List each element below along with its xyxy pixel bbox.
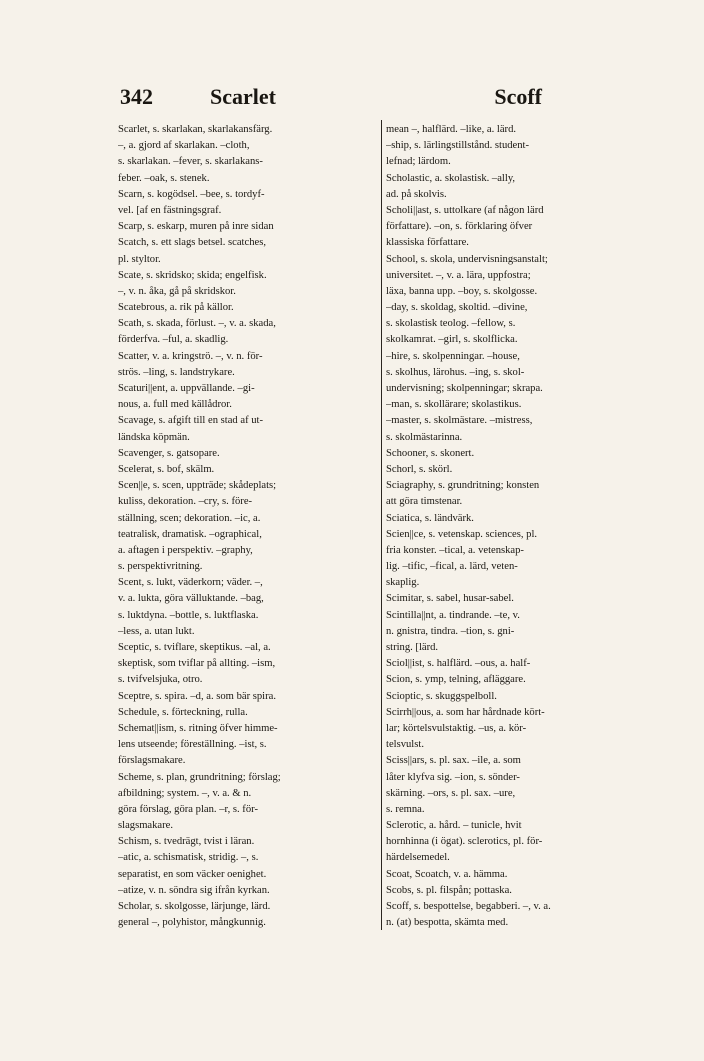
dictionary-line: skeptisk, som tviflar på allting. –ism, xyxy=(118,658,276,670)
dictionary-line: Schemat||ism, s. ritning öfver himme- xyxy=(118,722,278,734)
dictionary-line: teatralisk, dramatisk. –ographical, xyxy=(118,528,262,540)
dictionary-line: Scavenger, s. gatsopare. xyxy=(118,447,220,459)
dictionary-line: läxa, banna upp. –boy, s. skolgosse. xyxy=(386,285,538,297)
dictionary-line: –atic, a. schismatisk, stridig. –, s. xyxy=(118,852,259,864)
dictionary-line: lig. –tific, –fical, a. lärd, veten- xyxy=(386,561,518,573)
dictionary-line: kuliss, dekoration. –cry, s. före- xyxy=(118,496,253,508)
dictionary-line: Sciatica, s. ländvärk. xyxy=(386,512,474,524)
dictionary-line: nous, a. full med källådror. xyxy=(118,399,232,411)
dictionary-line: förslagsmakare. xyxy=(118,755,186,767)
dictionary-line: undervisning; skolpenningar; skrapa. xyxy=(386,383,543,394)
dictionary-line: School, s. skola, undervisningsanstalt; xyxy=(386,253,548,265)
dictionary-line: lens utseende; föreställning. –ist, s. xyxy=(118,739,267,751)
dictionary-line: s. remna. xyxy=(386,803,425,815)
dictionary-line: förderfva. –ful, a. skadlig. xyxy=(118,334,229,346)
dictionary-line: Scobs, s. pl. filspån; pottaska. xyxy=(386,884,512,896)
dictionary-line: ställning, scen; dekoration. –ic, a. xyxy=(118,512,261,524)
dictionary-line: Sclerotic, a. hård. – tunicle, hvit xyxy=(386,820,522,832)
dictionary-line: general –, polyhistor, mångkunnig. xyxy=(118,917,266,928)
dictionary-line: Scate, s. skridsko; skida; engelfisk. xyxy=(118,269,267,281)
dictionary-line: Scen||e, s. scen, uppträde; skådeplats; xyxy=(118,480,277,492)
dictionary-line: Scaturi||ent, a. uppvällande. –gi- xyxy=(118,383,255,394)
dictionary-line: telsvulst. xyxy=(386,739,424,751)
dictionary-line: hornhinna (i ögat). sclerotics, pl. för- xyxy=(386,836,543,848)
dictionary-line: –, a. gjord af skarlakan. –cloth, xyxy=(118,140,250,152)
dictionary-line: Schism, s. tvedrägt, tvist i läran. xyxy=(118,836,255,848)
dictionary-line: s. luktdyna. –bottle, s. luktflaska. xyxy=(118,609,259,621)
page-number: 342 xyxy=(120,84,153,109)
dictionary-line: pl. styltor. xyxy=(118,253,161,265)
dictionary-line: Scion, s. ymp, telning, afläggare. xyxy=(386,674,526,686)
dictionary-line: Sciss||ars, s. pl. sax. –ile, a. som xyxy=(386,755,521,767)
dictionary-line: n. (at) bespotta, skämta med. xyxy=(386,917,509,928)
dictionary-line: string. [lärd. xyxy=(386,642,439,653)
dictionary-line: Scholi||ast, s. uttolkare (af någon lärd xyxy=(386,204,544,216)
dictionary-line: skaplig. xyxy=(386,577,420,589)
dictionary-line: ländska köpmän. xyxy=(118,431,190,443)
dictionary-line: Scoat, Scoatch, v. a. hämma. xyxy=(386,868,508,880)
dictionary-line: s. skolastisk teolog. –fellow, s. xyxy=(386,318,516,330)
dictionary-line: fria konster. –tical, a. vetenskap- xyxy=(386,544,524,556)
dictionary-line: härdelsemedel. xyxy=(386,852,450,864)
dictionary-line: skolkamrat. –girl, s. skolflicka. xyxy=(386,334,518,346)
dictionary-line: Scoff, s. bespottelse, begabberi. –, v. a. xyxy=(386,901,551,912)
dictionary-line: Scioptic, s. skuggspelboll. xyxy=(386,690,497,702)
dictionary-line: strös. –ling, s. landstrykare. xyxy=(118,366,235,378)
dictionary-line: –day, s. skoldag, skoltid. –divine, xyxy=(386,302,528,314)
dictionary-line: Scien||ce, s. vetenskap. sciences, pl. xyxy=(386,528,538,540)
right-guide-word: Scoff xyxy=(494,84,542,109)
dictionary-line: separatist, en som väcker oenighet. xyxy=(118,868,267,880)
dictionary-line: lefnad; lärdom. xyxy=(386,156,451,168)
page-header xyxy=(110,84,542,118)
dictionary-line: Scarp, s. eskarp, muren på inre sidan xyxy=(118,221,274,233)
dictionary-line: Scarlet, s. skarlakan, skarlakansfärg. xyxy=(118,124,273,135)
dictionary-line: Sciol||ist, s. halflärd. –ous, a. half- xyxy=(386,658,531,670)
dictionary-line: Scarn, s. kogödsel. –bee, s. tordyf- xyxy=(118,188,265,200)
dictionary-line: låter klyfva sig. –ion, s. sönder- xyxy=(386,771,520,783)
dictionary-line: Scirrh||ous, a. som har hårdnade kört- xyxy=(386,706,545,718)
dictionary-line: –, v. n. åka, gå på skridskor. xyxy=(118,285,236,297)
dictionary-line: universitet. –, v. a. lära, uppfostra; xyxy=(386,269,531,281)
dictionary-line: Scatter, v. a. kringströ. –, v. n. för- xyxy=(118,350,263,362)
dictionary-line: Scheme, s. plan, grundritning; förslag; xyxy=(118,771,281,783)
dictionary-line: s. skarlakan. –fever, s. skarlakans- xyxy=(118,156,263,168)
dictionary-line: s. skolhus, lärohus. –ing, s. skol- xyxy=(386,366,525,378)
dictionary-line: Scavage, s. afgift till en stad af ut- xyxy=(118,415,264,427)
dictionary-line: –man, s. skollärare; skolastikus. xyxy=(386,399,522,411)
dictionary-line: –master, s. skolmästare. –mistress, xyxy=(386,415,533,427)
left-guide-word: Scarlet xyxy=(210,84,276,109)
column-divider xyxy=(381,120,382,930)
dictionary-line: slagsmakare. xyxy=(118,820,174,832)
dictionary-line: lar; körtelsvulstaktig. –us, a. kör- xyxy=(386,722,527,734)
left-column xyxy=(118,122,380,928)
dictionary-line: Sceptic, s. tviflare, skeptikus. –al, a. xyxy=(118,642,271,653)
dictionary-line: Sceptre, s. spira. –d, a. som bär spira. xyxy=(118,690,276,702)
dictionary-line: –hire, s. skolpenningar. –house, xyxy=(386,350,520,362)
dictionary-line: klassiska författare. xyxy=(386,237,469,249)
dictionary-line: att göra timstenar. xyxy=(386,496,463,508)
dictionary-line: v. a. lukta, göra välluktande. –bag, xyxy=(118,593,264,605)
dictionary-line: Scholar, s. skolgosse, lärjunge, lärd. xyxy=(118,901,271,912)
dictionary-line: n. gnistra, tindra. –tion, s. gni- xyxy=(386,625,515,637)
dictionary-line: s. perspektivritning. xyxy=(118,561,203,573)
dictionary-line: Scholastic, a. skolastisk. –ally, xyxy=(386,172,516,184)
dictionary-line: mean –, halflärd. –like, a. lärd. xyxy=(386,124,517,135)
dictionary-line: s. skolmästarinna. xyxy=(386,431,463,443)
dictionary-line: Scath, s. skada, förlust. –, v. a. skada, xyxy=(118,318,276,330)
dictionary-line: Schedule, s. förteckning, rulla. xyxy=(118,706,248,718)
dictionary-line: Scimitar, s. sabel, husar-sabel. xyxy=(386,593,514,605)
dictionary-line: afbildning; system. –, v. a. & n. xyxy=(118,787,252,799)
dictionary-line: författare). –on, s. förklaring öfver xyxy=(386,221,533,233)
dictionary-line: göra förslag, göra plan. –r, s. för- xyxy=(118,803,258,815)
dictionary-line: feber. –oak, s. stenek. xyxy=(118,172,210,184)
dictionary-line: –atize, v. n. söndra sig ifrån kyrkan. xyxy=(118,884,270,896)
dictionary-line: ad. på skolvis. xyxy=(386,188,447,200)
dictionary-line: Scent, s. lukt, väderkorn; väder. –, xyxy=(118,577,263,589)
right-column xyxy=(386,122,670,928)
dictionary-line: skärning. –ors, s. pl. sax. –ure, xyxy=(386,787,516,799)
dictionary-line: Sciagraphy, s. grundritning; konsten xyxy=(386,480,540,492)
dictionary-line: s. tvifvelsjuka, otro. xyxy=(118,674,203,686)
dictionary-line: Scatebrous, a. rik på källor. xyxy=(118,302,234,314)
dictionary-line: Scintilla||nt, a. tindrande. –te, v. xyxy=(386,609,520,621)
dictionary-line: –less, a. utan lukt. xyxy=(118,625,195,637)
dictionary-line: a. aftagen i perspektiv. –graphy, xyxy=(118,544,253,556)
dictionary-line: Scelerat, s. bof, skälm. xyxy=(118,463,215,475)
dictionary-line: Scatch, s. ett slags betsel. scatches, xyxy=(118,237,266,249)
dictionary-line: –ship, s. lärlingstillstånd. student- xyxy=(386,140,530,152)
dictionary-line: Schorl, s. skörl. xyxy=(386,463,453,475)
dictionary-line: Schooner, s. skonert. xyxy=(386,447,475,459)
dictionary-line: vel. [af en fästningsgraf. xyxy=(118,204,222,216)
